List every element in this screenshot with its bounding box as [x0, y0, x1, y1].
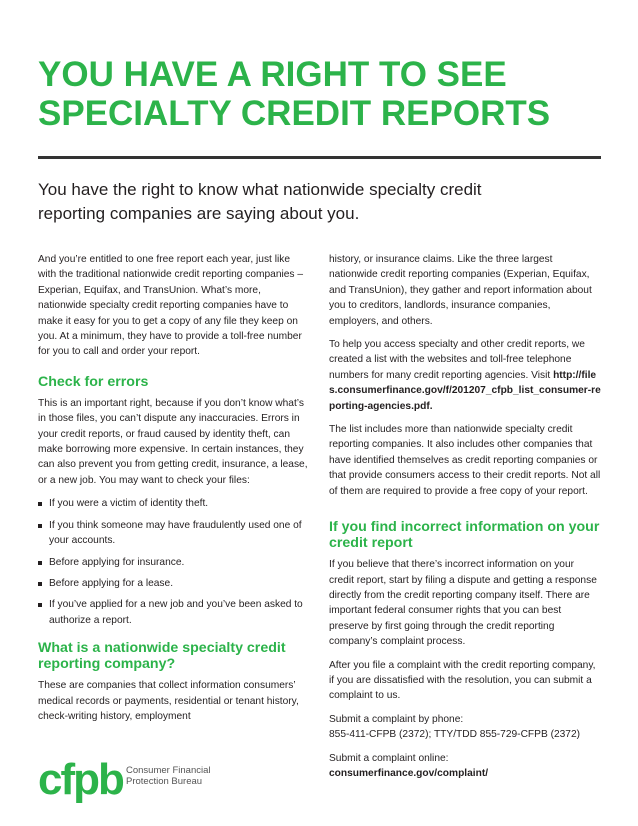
list-item: If you were a victim of identity theft. — [38, 496, 310, 511]
online-complaint — [329, 751, 601, 782]
help-text: To help you access specialty and other credit reports, we created a list with the websites and toll-free telephone numbers for many credit reporting agencies. Visit — [329, 339, 585, 381]
after-complaint-paragraph: After you file a complaint with the credit reporting company, if you are dissatisfied with the resolution, you can submit a complaint to us. — [329, 659, 596, 702]
phone-label: Submit a complaint by phone: — [329, 713, 464, 725]
help-paragraph — [329, 337, 601, 414]
subtitle: You have the right to know what nationwide specialty credit reporting companies are saying about you. — [38, 180, 482, 223]
complaint-link[interactable]: consumerfinance.gov/complaint/ — [329, 767, 489, 779]
cfpb-logo-text — [126, 765, 210, 787]
title-line-1: YOU HAVE A RIGHT TO SEE — [38, 55, 507, 94]
right-column — [329, 252, 601, 789]
incorrect-info-heading: If you find incorrect information on your credit report — [329, 519, 600, 552]
list-item: Before applying for insurance. — [38, 555, 310, 570]
list-item: If you’ve applied for a new job and you’ve been asked to authorize a report. — [38, 597, 310, 628]
phone-numbers: 855-411-CFPB (2372); TTY/TDD 855-729-CFPB (2372) — [329, 729, 581, 741]
logo-line-1: Consumer Financial — [126, 765, 211, 776]
list-item: If you think someone may have fraudulently used one of your accounts. — [38, 518, 310, 549]
title-line-2: SPECIALTY CREDIT REPORTS — [38, 94, 551, 133]
continued-paragraph: history, or insurance claims. Like the three largest nationwide credit reporting companies (Experian, Equifax, and TransUnion), they gather and report information about you to creditors, landlords, insurance companies, employers, and others. — [329, 254, 592, 327]
check-files-list — [38, 496, 310, 628]
page-title — [38, 55, 608, 133]
list-item: Before applying for a lease. — [38, 576, 310, 591]
check-errors-paragraph: This is an important right, because if you don’t know what’s in those files, you can’t dispute any inaccuracies. Errors in your credit reports, or fraud caused by identity theft, can make borrowing more expensive. In certain instances, they can also prevent you from getting credit, insurance, a lease, or a new job. You may want to check your files: — [38, 397, 308, 486]
left-column — [38, 252, 310, 732]
what-is-heading: What is a nationwide specialty credit reporting company? — [38, 640, 286, 673]
cfpb-logo — [38, 755, 238, 804]
phone-complaint — [329, 712, 601, 743]
what-is-paragraph: These are companies that collect information consumers’ medical records or payments, residential or tenant history, check-writing history, employment — [38, 680, 299, 722]
list-info-paragraph: The list includes more than nationwide specialty credit reporting companies. It also includes other companies that have identified themselves as credit reporting companies or that provide consumers access to their credit reports. Not all of them are required to provide a free copy of your report. — [329, 424, 601, 497]
check-errors-heading: Check for errors — [38, 373, 149, 390]
agency-list-link[interactable]: http://files.consumerfinance.gov/f/201207_cfpb_list_consumer-reporting-agencies.pdf. — [329, 369, 601, 412]
incorrect-info-paragraph: If you believe that there’s incorrect information on your credit report, start by filing a dispute and getting a response directly from the credit reporting company itself. There are important federal consumer rights that you can best preserve by first going through the credit reporting company’s complaint process. — [329, 559, 597, 648]
intro-paragraph: And you’re entitled to one free report each year, just like with the traditional nationwide credit reporting companies – Experian, Equifax, and TransUnion. What’s more, nationwide specialty credit reporting companies have to make it easy for you to get a copy of any file they keep on you. At a minimum, they have to provide a toll-free number for you to call and order your report. — [38, 254, 304, 358]
online-label: Submit a complaint online: — [329, 752, 449, 764]
logo-line-2: Protection Bureau — [126, 776, 203, 787]
title-divider — [38, 156, 601, 159]
cfpb-logo-mark: cfpb — [38, 755, 123, 804]
